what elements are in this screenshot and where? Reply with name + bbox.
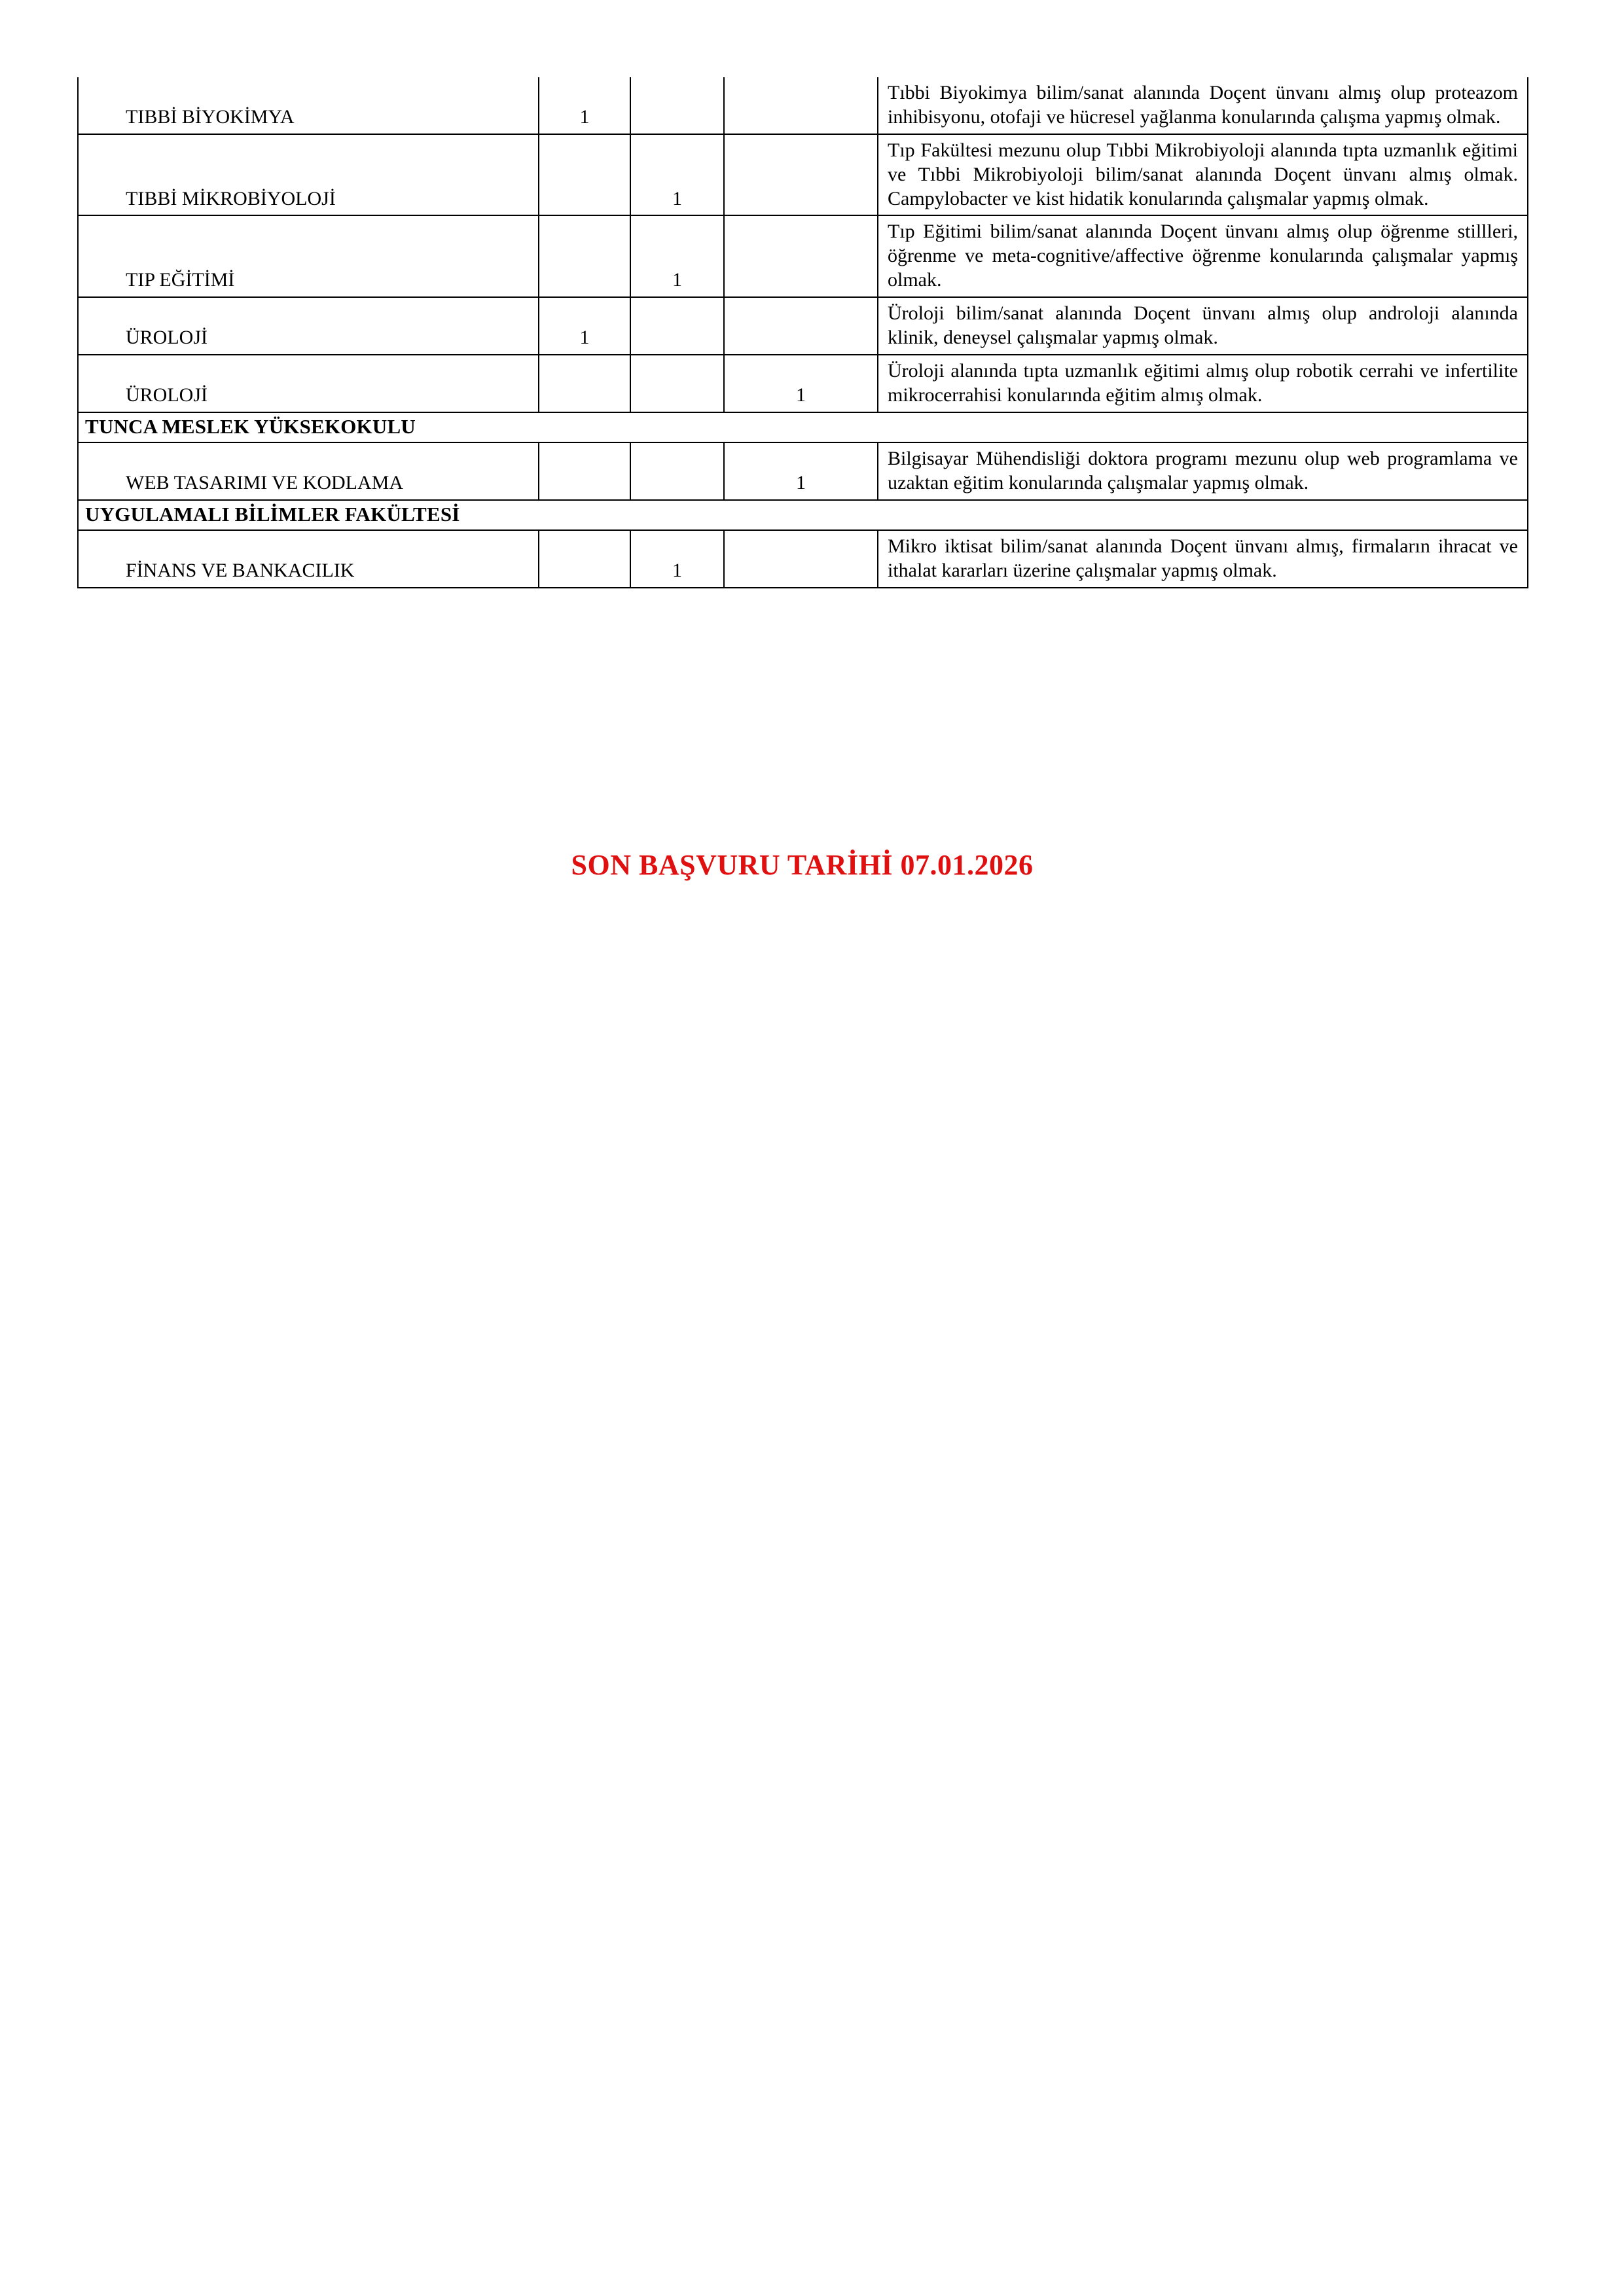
- table-body: [78, 77, 1528, 588]
- position-count-column-3: 1: [724, 355, 878, 412]
- requirements-text: Bilgisayar Mühendisliği doktora programı mezunu olup web programlama ve uzaktan eğitim konularında çalışmalar yapmış olmak.: [888, 447, 1518, 493]
- position-count-column-2: 1: [630, 134, 724, 216]
- faculty-name: UYGULAMALI BİLİMLER FAKÜLTESİ: [78, 500, 1528, 530]
- position-count-column-3: 1: [724, 442, 878, 500]
- requirements-text: Mikro iktisat bilim/sanat alanında Doçent ünvanı almış, firmaların ihracat ve ithalat kararları üzerine çalışmalar yapmış olmak.: [888, 535, 1518, 581]
- position-count-column-3: [724, 297, 878, 355]
- table-row: [78, 134, 1528, 216]
- position-count-column-2: [630, 77, 724, 134]
- table-row: [78, 297, 1528, 355]
- academic-positions-table: [77, 77, 1528, 588]
- table-row: [78, 355, 1528, 412]
- position-count-column-1: 1: [539, 77, 630, 134]
- table-row: [78, 77, 1528, 134]
- application-deadline-notice: SON BAŞVURU TARİHİ 07.01.2026: [571, 849, 1034, 881]
- faculty-header-row: [78, 412, 1528, 442]
- faculty-header-row: [78, 500, 1528, 530]
- position-requirements: [878, 442, 1528, 500]
- table-row: [78, 530, 1528, 588]
- position-count-column-2: [630, 297, 724, 355]
- position-requirements: [878, 355, 1528, 412]
- position-count-column-2: [630, 442, 724, 500]
- department-name: TIBBİ BİYOKİMYA: [78, 77, 539, 134]
- requirements-text: Tıbbi Biyokimya bilim/sanat alanında Doçent ünvanı almış olup proteazom inhibisyonu, otofaji ve hücresel yağlanma konularında çalışma yapmış olmak.: [888, 82, 1518, 128]
- table-row: [78, 215, 1528, 297]
- position-count-column-3: [724, 215, 878, 297]
- table-row: [78, 442, 1528, 500]
- department-name: ÜROLOJİ: [78, 355, 539, 412]
- position-requirements: [878, 134, 1528, 216]
- position-count-column-1: [539, 355, 630, 412]
- requirements-text: Tıp Fakültesi mezunu olup Tıbbi Mikrobiyoloji alanında tıpta uzmanlık eğitimi ve Tıbbi Mikrobiyoloji bilim/sanat alanında Doçent ünvanı almış olmak. Campylobacter ve kist hidatik konularında çalışmalar yapmış olmak.: [888, 139, 1518, 209]
- position-count-column-1: 1: [539, 297, 630, 355]
- position-count-column-2: 1: [630, 530, 724, 588]
- requirements-text: Üroloji alanında tıpta uzmanlık eğitimi almış olup robotik cerrahi ve infertilite mikrocerrahisi konularında eğitim almış olmak.: [888, 359, 1518, 406]
- department-name: ÜROLOJİ: [78, 297, 539, 355]
- requirements-text: Tıp Eğitimi bilim/sanat alanında Doçent ünvanı almış olup öğrenme stillleri, öğrenme ve meta-cognitive/affective öğrenme konularında çalışmalar yapmış olmak.: [888, 221, 1518, 291]
- position-count-column-3: [724, 134, 878, 216]
- position-count-column-2: 1: [630, 215, 724, 297]
- position-count-column-3: [724, 530, 878, 588]
- position-requirements: [878, 215, 1528, 297]
- position-requirements: [878, 77, 1528, 134]
- department-name: FİNANS VE BANKACILIK: [78, 530, 539, 588]
- position-count-column-1: [539, 442, 630, 500]
- position-count-column-2: [630, 355, 724, 412]
- position-requirements: [878, 297, 1528, 355]
- requirements-text: Üroloji bilim/sanat alanında Doçent ünvanı almış olup androloji alanında klinik, deneysel çalışmalar yapmış olmak.: [888, 302, 1518, 349]
- position-count-column-1: [539, 134, 630, 216]
- faculty-name: TUNCA MESLEK YÜKSEKOKULU: [78, 412, 1528, 442]
- department-name: TIP EĞİTİMİ: [78, 215, 539, 297]
- position-count-column-1: [539, 530, 630, 588]
- position-count-column-1: [539, 215, 630, 297]
- department-name: WEB TASARIMI VE KODLAMA: [78, 442, 539, 500]
- department-name: TIBBİ MİKROBİYOLOJİ: [78, 134, 539, 216]
- position-requirements: [878, 530, 1528, 588]
- position-count-column-3: [724, 77, 878, 134]
